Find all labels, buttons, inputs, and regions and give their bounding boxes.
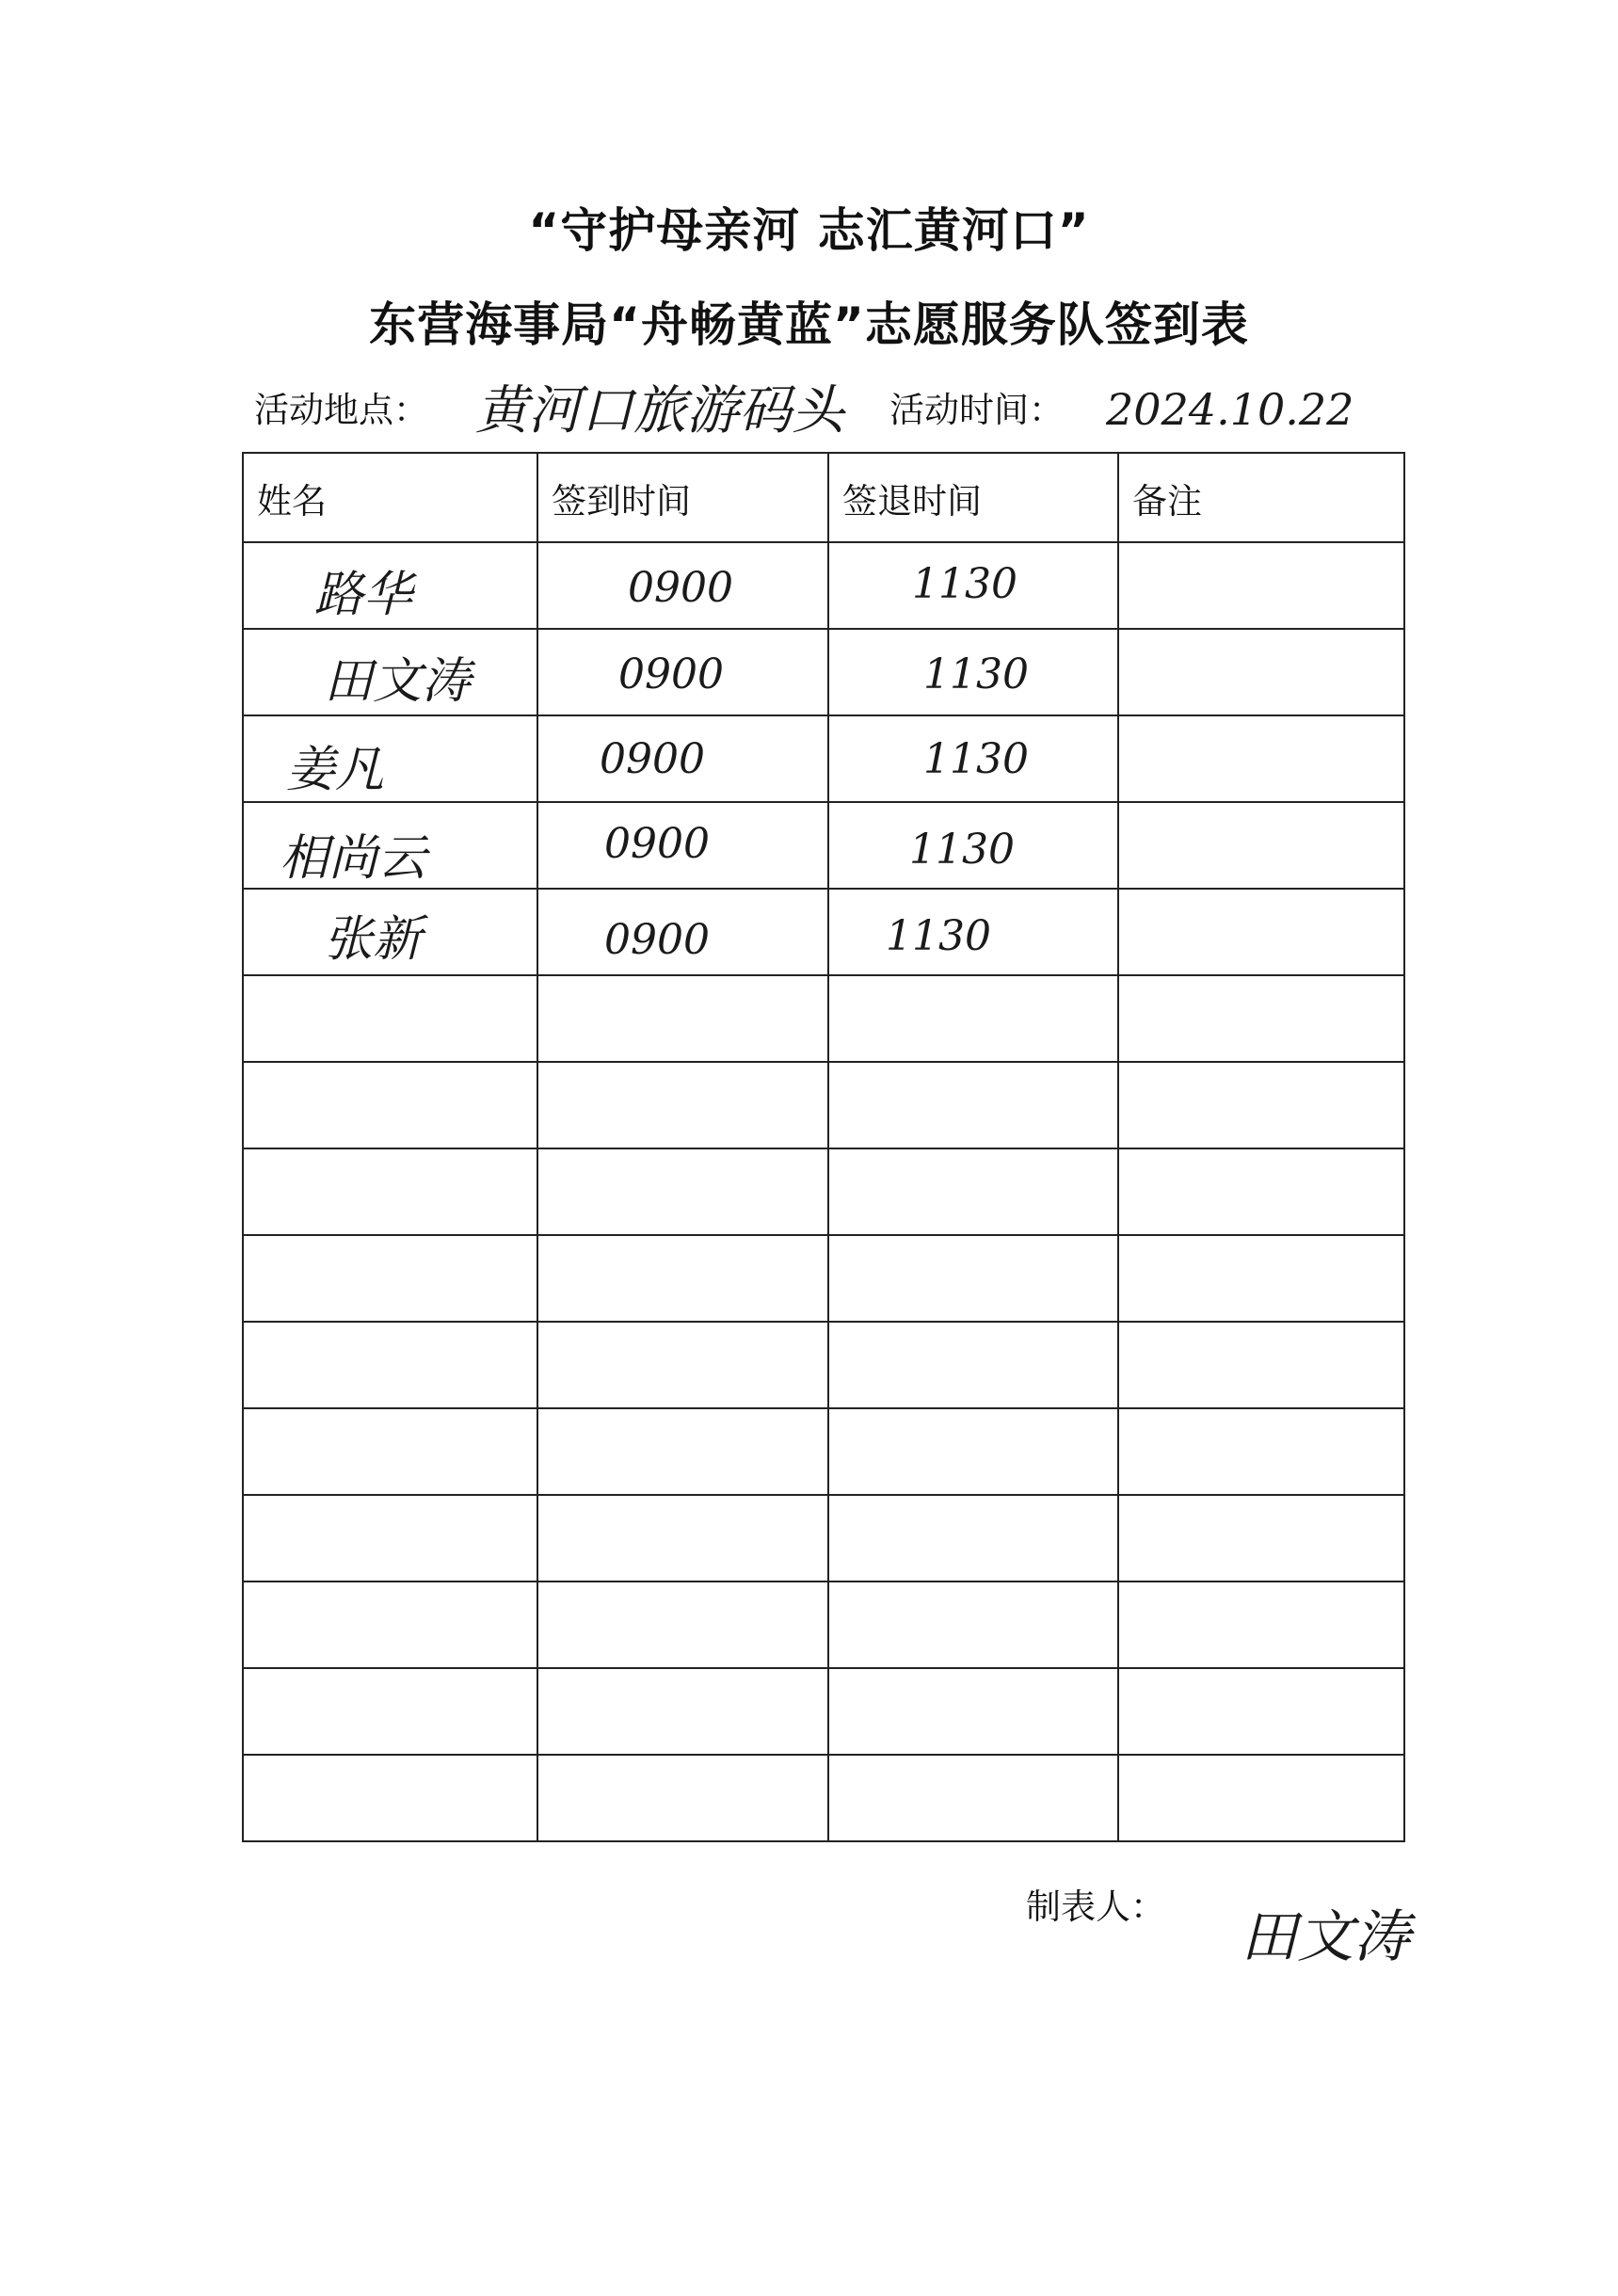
table-row bbox=[243, 1062, 1404, 1148]
column-header-note: 备注 bbox=[1118, 453, 1404, 542]
sign-out-cell: 1130 bbox=[828, 889, 1118, 975]
table-row bbox=[243, 715, 1404, 802]
table-row bbox=[243, 629, 1404, 715]
note-cell bbox=[1118, 1148, 1404, 1235]
name-cell: 田文涛 bbox=[243, 629, 537, 715]
name-cell: 路华 bbox=[243, 542, 537, 629]
table-row bbox=[243, 1582, 1404, 1668]
sign-out-cell: 1130 bbox=[828, 715, 1118, 802]
note-cell bbox=[1118, 1062, 1404, 1148]
document-title-line2: 东营海事局“舟畅黄蓝”志愿服务队签到表 bbox=[369, 297, 1249, 352]
sign-in-cell bbox=[537, 1322, 828, 1408]
name-cell: 相尚云 bbox=[243, 802, 537, 889]
time-value: 2024.10.22 bbox=[1106, 384, 1354, 435]
sign-out-cell bbox=[828, 1148, 1118, 1235]
table-row bbox=[243, 1235, 1404, 1322]
sign-out-cell bbox=[828, 1322, 1118, 1408]
sign-in-cell bbox=[537, 1235, 828, 1322]
note-cell bbox=[1118, 802, 1404, 889]
table-row bbox=[243, 1495, 1404, 1582]
sign-out-cell bbox=[828, 1062, 1118, 1148]
preparer-signature: 田文涛 bbox=[1241, 1904, 1410, 1970]
sign-out-cell bbox=[828, 1755, 1118, 1841]
name-cell bbox=[243, 1148, 537, 1235]
table-row bbox=[243, 1408, 1404, 1495]
name-cell bbox=[243, 1668, 537, 1755]
name-cell bbox=[243, 1582, 537, 1668]
name-cell bbox=[243, 1235, 537, 1322]
sign-out-cell: 1130 bbox=[828, 542, 1118, 629]
table-row bbox=[243, 1322, 1404, 1408]
note-cell bbox=[1118, 1495, 1404, 1582]
sign-in-cell: 0900 bbox=[537, 802, 828, 889]
table-row bbox=[243, 802, 1404, 889]
sign-in-cell bbox=[537, 975, 828, 1062]
note-cell bbox=[1118, 1755, 1404, 1841]
sign-in-cell bbox=[537, 1062, 828, 1148]
table-row bbox=[243, 1148, 1404, 1235]
name-cell bbox=[243, 1755, 537, 1841]
column-header-sign-in-time: 签到时间 bbox=[537, 453, 828, 542]
sign-out-cell bbox=[828, 1668, 1118, 1755]
sign-in-cell bbox=[537, 1148, 828, 1235]
note-cell bbox=[1118, 1582, 1404, 1668]
name-cell: 张新 bbox=[243, 889, 537, 975]
location-value: 黄河口旅游码头 bbox=[475, 380, 844, 442]
column-header-sign-out-time: 签退时间 bbox=[828, 453, 1118, 542]
sign-in-cell bbox=[537, 1755, 828, 1841]
sign-in-cell: 0900 bbox=[537, 715, 828, 802]
table-header-row bbox=[243, 453, 1404, 542]
note-cell bbox=[1118, 629, 1404, 715]
sign-in-table bbox=[242, 452, 1405, 1842]
note-cell bbox=[1118, 889, 1404, 975]
note-cell bbox=[1118, 715, 1404, 802]
sign-out-cell bbox=[828, 975, 1118, 1062]
sign-in-cell: 0900 bbox=[537, 542, 828, 629]
name-cell bbox=[243, 1495, 537, 1582]
name-cell bbox=[243, 1408, 537, 1495]
name-cell bbox=[243, 975, 537, 1062]
note-cell bbox=[1118, 1408, 1404, 1495]
sign-out-cell: 1130 bbox=[828, 802, 1118, 889]
sign-in-cell: 0900 bbox=[537, 889, 828, 975]
sign-in-cell: 0900 bbox=[537, 629, 828, 715]
table-row bbox=[243, 1668, 1404, 1755]
table-row bbox=[243, 889, 1404, 975]
location-label: 活动地点： bbox=[254, 390, 428, 430]
note-cell bbox=[1118, 542, 1404, 629]
sign-in-cell bbox=[537, 1582, 828, 1668]
preparer-label: 制表人： bbox=[1026, 1887, 1165, 1927]
sign-in-cell bbox=[537, 1408, 828, 1495]
note-cell bbox=[1118, 1668, 1404, 1755]
note-cell bbox=[1118, 975, 1404, 1062]
name-cell: 姜凡 bbox=[243, 715, 537, 802]
sign-out-cell bbox=[828, 1582, 1118, 1668]
column-header-name: 姓名 bbox=[243, 453, 537, 542]
sign-out-cell bbox=[828, 1495, 1118, 1582]
sign-out-cell bbox=[828, 1408, 1118, 1495]
sign-in-cell bbox=[537, 1495, 828, 1582]
table-row bbox=[243, 1755, 1404, 1841]
sign-out-cell bbox=[828, 1235, 1118, 1322]
sign-out-cell: 1130 bbox=[828, 629, 1118, 715]
sign-in-cell bbox=[537, 1668, 828, 1755]
name-cell bbox=[243, 1322, 537, 1408]
table-row bbox=[243, 975, 1404, 1062]
time-label: 活动时间： bbox=[889, 390, 1064, 430]
note-cell bbox=[1118, 1322, 1404, 1408]
name-cell bbox=[243, 1062, 537, 1148]
note-cell bbox=[1118, 1235, 1404, 1322]
table-row bbox=[243, 542, 1404, 629]
document-title-line1: “守护母亲河 志汇黄河口” bbox=[528, 203, 1090, 258]
